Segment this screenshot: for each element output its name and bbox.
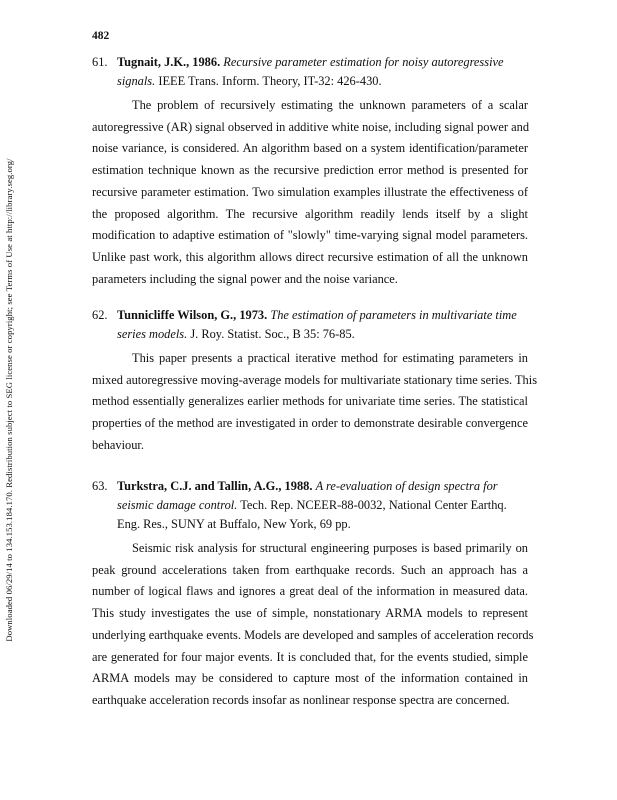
entry-number: 62. <box>92 308 108 322</box>
abstract-line: earthquake acceleration records insofar as nonlinear response spectra are concerned. <box>92 692 510 707</box>
source-cont: Eng. Res., SUNY at Buffalo, New York, 69 pp. <box>117 517 351 531</box>
abstract-line: parameters including the signal power and the noise variance. <box>92 271 398 286</box>
citation-line <box>92 327 355 341</box>
abstract <box>92 538 534 712</box>
paper-title: A re-evaluation of design spectra for <box>315 479 498 493</box>
paper-title: The estimation of parameters in multivariate time <box>270 308 517 322</box>
abstract-line: peak ground accelerations taken from earthquake records. Such an approach has a <box>92 562 528 577</box>
abstract <box>92 95 528 290</box>
page-number: 482 <box>92 30 110 42</box>
reference-entry-61 <box>92 53 528 290</box>
abstract-line: behaviour. <box>92 437 144 452</box>
citation <box>92 477 528 534</box>
entry-number: 61. <box>92 55 108 69</box>
abstract-line: modification to adaptive estimation of "slowly" time-varying signal model parameters. <box>92 228 528 243</box>
abstract-line: mixed autoregressive moving-average models for multivariate stationary time series. This <box>92 372 538 387</box>
abstract-line: autoregressive (AR) signal observed in additive white noise, including signal power and <box>92 119 530 134</box>
download-notice-text: Downloaded 06/29/14 to 134.153.184.170. Redistribution subject to SEG license or copyright; see Terms of Use at http://library.seg.org/ <box>4 158 14 642</box>
abstract-line: This paper presents a practical iterative method for estimating parameters in <box>132 351 528 365</box>
abstract-line: number of logical flaws and ignores a great deal of the information in measured data. <box>92 584 528 599</box>
citation-line <box>92 308 517 322</box>
abstract-line: Unlike past work, this algorithm allows direct recursive estimation of all the unknown <box>92 249 528 264</box>
entry-number: 63. <box>92 479 108 493</box>
citation-line <box>92 55 504 69</box>
authors-year: Turkstra, C.J. and Tallin, A.G., 1988. <box>117 479 313 493</box>
authors-year: Tugnait, J.K., 1986. <box>117 55 221 69</box>
citation <box>92 306 528 344</box>
citation <box>92 53 528 91</box>
source: IEEE Trans. Inform. Theory, IT-32: 426-430. <box>158 74 382 88</box>
abstract-line: estimation technique known as the recursive prediction error method is presented for <box>92 163 528 178</box>
citation-line <box>92 517 351 531</box>
source: J. Roy. Statist. Soc., B 35: 76-85. <box>190 327 355 341</box>
citation-line <box>92 479 498 493</box>
citation-line <box>92 74 382 88</box>
abstract <box>92 348 538 457</box>
abstract-line: Seismic risk analysis for structural engineering purposes is based primarily on <box>132 541 528 555</box>
source: Tech. Rep. NCEER-88-0032, National Center Earthq. <box>240 498 507 512</box>
abstract-line: noise variance, is considered. An algorithm based on a system identification/parameter <box>92 141 528 156</box>
paper-title-cont: signals. <box>117 74 156 88</box>
abstract-line: recursive parameter estimation. Two simulation examples illustrate the effectiveness of <box>92 184 528 199</box>
abstract-line: properties of the method are investigated in order to demonstrate desirable convergence <box>92 416 528 431</box>
abstract-line: ARMA models may be considered to capture most of the information contained in <box>92 671 528 686</box>
paper-title-cont: seismic damage control. <box>117 498 238 512</box>
abstract-line: underlying earthquake events. Models are developed and samples of acceleration records <box>92 627 534 642</box>
reference-entry-62 <box>92 306 538 457</box>
abstract-line: The problem of recursively estimating the unknown parameters of a scalar <box>132 98 528 112</box>
abstract-line: the proposed algorithm. The recursive algorithm readily lends itself by a slight <box>92 206 528 221</box>
paper-title-cont: series models. <box>117 327 188 341</box>
paper-title: Recursive parameter estimation for noisy autoregressive <box>223 55 504 69</box>
citation-line <box>92 498 507 512</box>
abstract-line: are generated for four major events. It is concluded that, for the events studied, simple <box>92 649 528 664</box>
abstract-line: method essentially generalizes earlier methods for univariate time series. The statistical <box>92 394 528 409</box>
reference-entry-63 <box>92 477 534 712</box>
abstract-line: This study investigates the use of simple, nonstationary ARMA models to represent <box>92 606 528 621</box>
authors-year: Tunnicliffe Wilson, G., 1973. <box>117 308 268 322</box>
